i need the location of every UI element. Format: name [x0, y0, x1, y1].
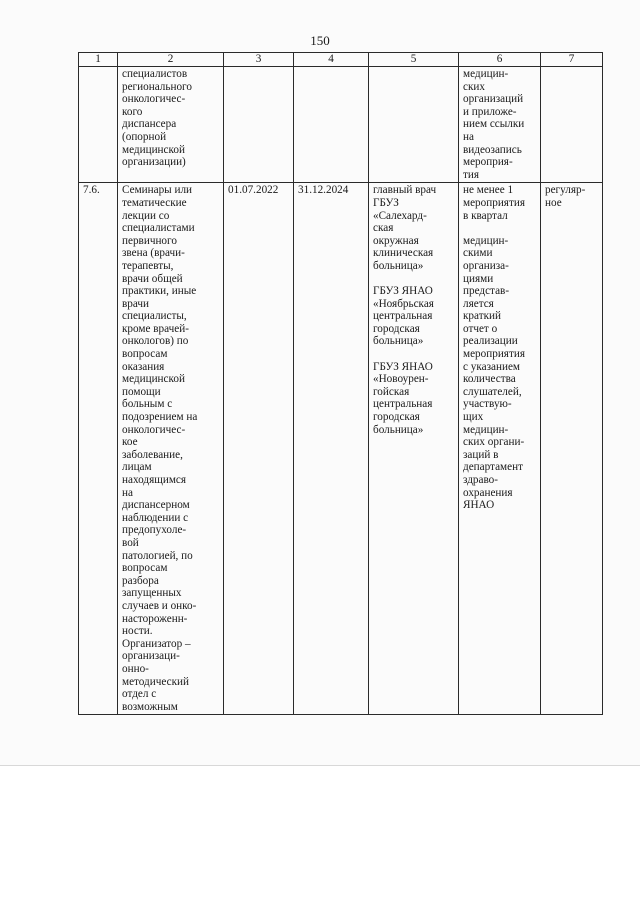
text-line: практики, иные: [122, 285, 197, 298]
text-line: специалисты,: [122, 310, 187, 323]
text-line: ляется: [463, 297, 494, 310]
event-description-cell: [118, 183, 224, 715]
text-line: гойская: [373, 385, 410, 398]
text-line: «Салехард-: [373, 209, 427, 222]
start-date-cell: [224, 183, 294, 715]
text-line: вой: [122, 536, 139, 549]
column-number: 5: [369, 53, 459, 67]
text-line: городская: [373, 411, 420, 424]
text-line: отдел с: [122, 688, 157, 701]
text-line: «Ноябрьская: [373, 297, 434, 310]
text-line: скими: [463, 247, 493, 260]
text-line: главный врач: [373, 184, 437, 197]
text-line: Организатор –: [122, 637, 191, 650]
text-line: в квартал: [463, 209, 508, 222]
text-line: (опорной: [122, 130, 167, 143]
column-number: 3: [224, 53, 294, 67]
text-line: врачи общей: [122, 272, 183, 285]
text-line: видеозапись: [463, 143, 522, 156]
text-line: диспансера: [122, 118, 177, 131]
text-line: на: [122, 486, 133, 499]
text-line: предопухоле-: [122, 524, 187, 537]
text-line: настороженн-: [122, 612, 188, 625]
text-line: больным с: [122, 398, 173, 411]
text-line: разбора: [122, 574, 159, 587]
text-line: организаци-: [122, 650, 180, 663]
text-line: ГБУЗ ЯНАО: [373, 285, 433, 298]
text-line: заболевание,: [122, 448, 183, 461]
text-line: ЯНАО: [463, 499, 495, 512]
text-line: и приложе-: [463, 105, 517, 118]
text-line: ГБУЗ: [373, 196, 399, 209]
text-line: патологией, по: [122, 549, 193, 562]
text-line: случаев и онко-: [122, 599, 197, 612]
text-line: медицин-: [463, 423, 509, 436]
text-line: количества: [463, 373, 516, 386]
text-line: методический: [122, 675, 189, 688]
text-line: ности.: [122, 625, 153, 638]
text-line: отчет о: [463, 322, 498, 335]
text-line: находящимся: [122, 474, 187, 486]
text-line: кого: [122, 105, 143, 118]
text-line: мероприя-: [463, 156, 513, 169]
text-line: [463, 222, 537, 235]
text-line: краткий: [463, 310, 502, 323]
text-line: специалистами: [122, 222, 195, 235]
text-line: ских органи-: [463, 436, 525, 449]
text-line: звена (врачи-: [122, 247, 185, 260]
text-line: циями: [463, 272, 494, 285]
text-line: помощи: [122, 385, 161, 398]
text-line: врачи: [122, 297, 150, 310]
text-line: медицинской: [122, 373, 185, 386]
text-line: вопросам: [122, 348, 168, 361]
text-line: кое: [122, 436, 138, 449]
text-line: подозрением на: [122, 411, 198, 424]
text-line: участвую-: [463, 398, 512, 411]
text-line: охранения: [463, 486, 513, 499]
page-number: 150: [310, 33, 330, 48]
text-line: организаций: [463, 93, 524, 106]
text-line: тематические: [122, 196, 187, 209]
column-number: 6: [459, 53, 541, 67]
text-line: оказания: [122, 360, 165, 373]
text-line: запущенных: [122, 587, 182, 600]
text-line: окружная: [373, 234, 419, 247]
continuation-row: [79, 67, 603, 183]
cont-number-cell: [79, 67, 118, 183]
plan-table: [78, 52, 603, 715]
text-line: клиническая: [373, 247, 434, 260]
text-line: специалистов: [122, 68, 188, 80]
text-line: слушателей,: [463, 385, 522, 398]
cont-result-cell: [459, 67, 541, 183]
text-line: первичного: [122, 234, 177, 247]
text-line: регионального: [122, 80, 192, 93]
column-number: 4: [294, 53, 369, 67]
row-number: [79, 183, 118, 715]
column-number: 2: [118, 53, 224, 67]
text-line: больница»: [373, 423, 424, 436]
cont-periodicity-cell: [541, 67, 603, 183]
cont-start-cell: [224, 67, 294, 183]
text-line: Семинары или: [122, 184, 193, 197]
result-cell: [459, 183, 541, 715]
column-number: 1: [79, 53, 118, 67]
text-line: онкологичес-: [122, 93, 186, 106]
text-line: заций в: [463, 448, 499, 461]
text-line: возможным: [122, 700, 178, 713]
responsible-cell: [369, 183, 459, 715]
text-line: онкологов) по: [122, 335, 189, 348]
text-line: лекции со: [122, 209, 170, 222]
text-line: лицам: [122, 461, 152, 474]
text-line: кроме врачей-: [122, 322, 189, 335]
text-line: регуляр-: [545, 184, 586, 197]
text-line: наблюдении с: [122, 511, 189, 524]
text-line: щих: [463, 411, 484, 424]
text-line: здраво-: [463, 474, 498, 486]
text-line: организации): [122, 156, 186, 169]
text-line: медицинской: [122, 143, 185, 156]
text-line: с указанием: [463, 360, 520, 373]
text-line: вопросам: [122, 562, 168, 575]
column-number: 7: [541, 53, 603, 67]
text-line: представ-: [463, 285, 510, 298]
text-line: реализации: [463, 335, 518, 348]
text-line: ская: [373, 222, 394, 235]
text-line: медицин-: [463, 68, 509, 80]
text-line: центральная: [373, 398, 433, 411]
text-line: организа-: [463, 259, 509, 272]
text-line: ное: [545, 196, 562, 209]
cont-description-cell: [118, 67, 224, 183]
text-line: тия: [463, 168, 480, 181]
text-line: ских: [463, 80, 485, 93]
text-line: [373, 273, 455, 286]
text-line: департамент: [463, 461, 523, 474]
row-number-text: 7.6.: [83, 184, 100, 197]
cont-responsible-cell: [369, 67, 459, 183]
text-line: городская: [373, 322, 420, 335]
cont-end-cell: [294, 67, 369, 183]
text-line: онкологичес-: [122, 423, 186, 436]
text-line: больница»: [373, 259, 424, 272]
periodicity-cell: [541, 183, 603, 715]
text-line: мероприятия: [463, 348, 525, 361]
end-date: 31.12.2024: [298, 184, 349, 197]
text-line: ГБУЗ ЯНАО: [373, 360, 433, 373]
column-number-row: [79, 53, 603, 67]
end-date-cell: [294, 183, 369, 715]
text-line: на: [463, 130, 474, 143]
text-line: диспансерном: [122, 499, 190, 512]
start-date: 01.07.2022: [228, 184, 279, 197]
text-line: [373, 348, 455, 361]
text-line: центральная: [373, 310, 433, 323]
text-line: нием ссылки: [463, 118, 525, 131]
text-line: больница»: [373, 335, 424, 348]
text-line: онно-: [122, 662, 149, 675]
row-7-6: [79, 183, 603, 715]
text-line: терапевты,: [122, 259, 174, 272]
text-line: медицин-: [463, 234, 509, 247]
text-line: мероприятия: [463, 196, 525, 209]
text-line: не менее 1: [463, 184, 514, 197]
text-line: «Новоурен-: [373, 373, 429, 386]
